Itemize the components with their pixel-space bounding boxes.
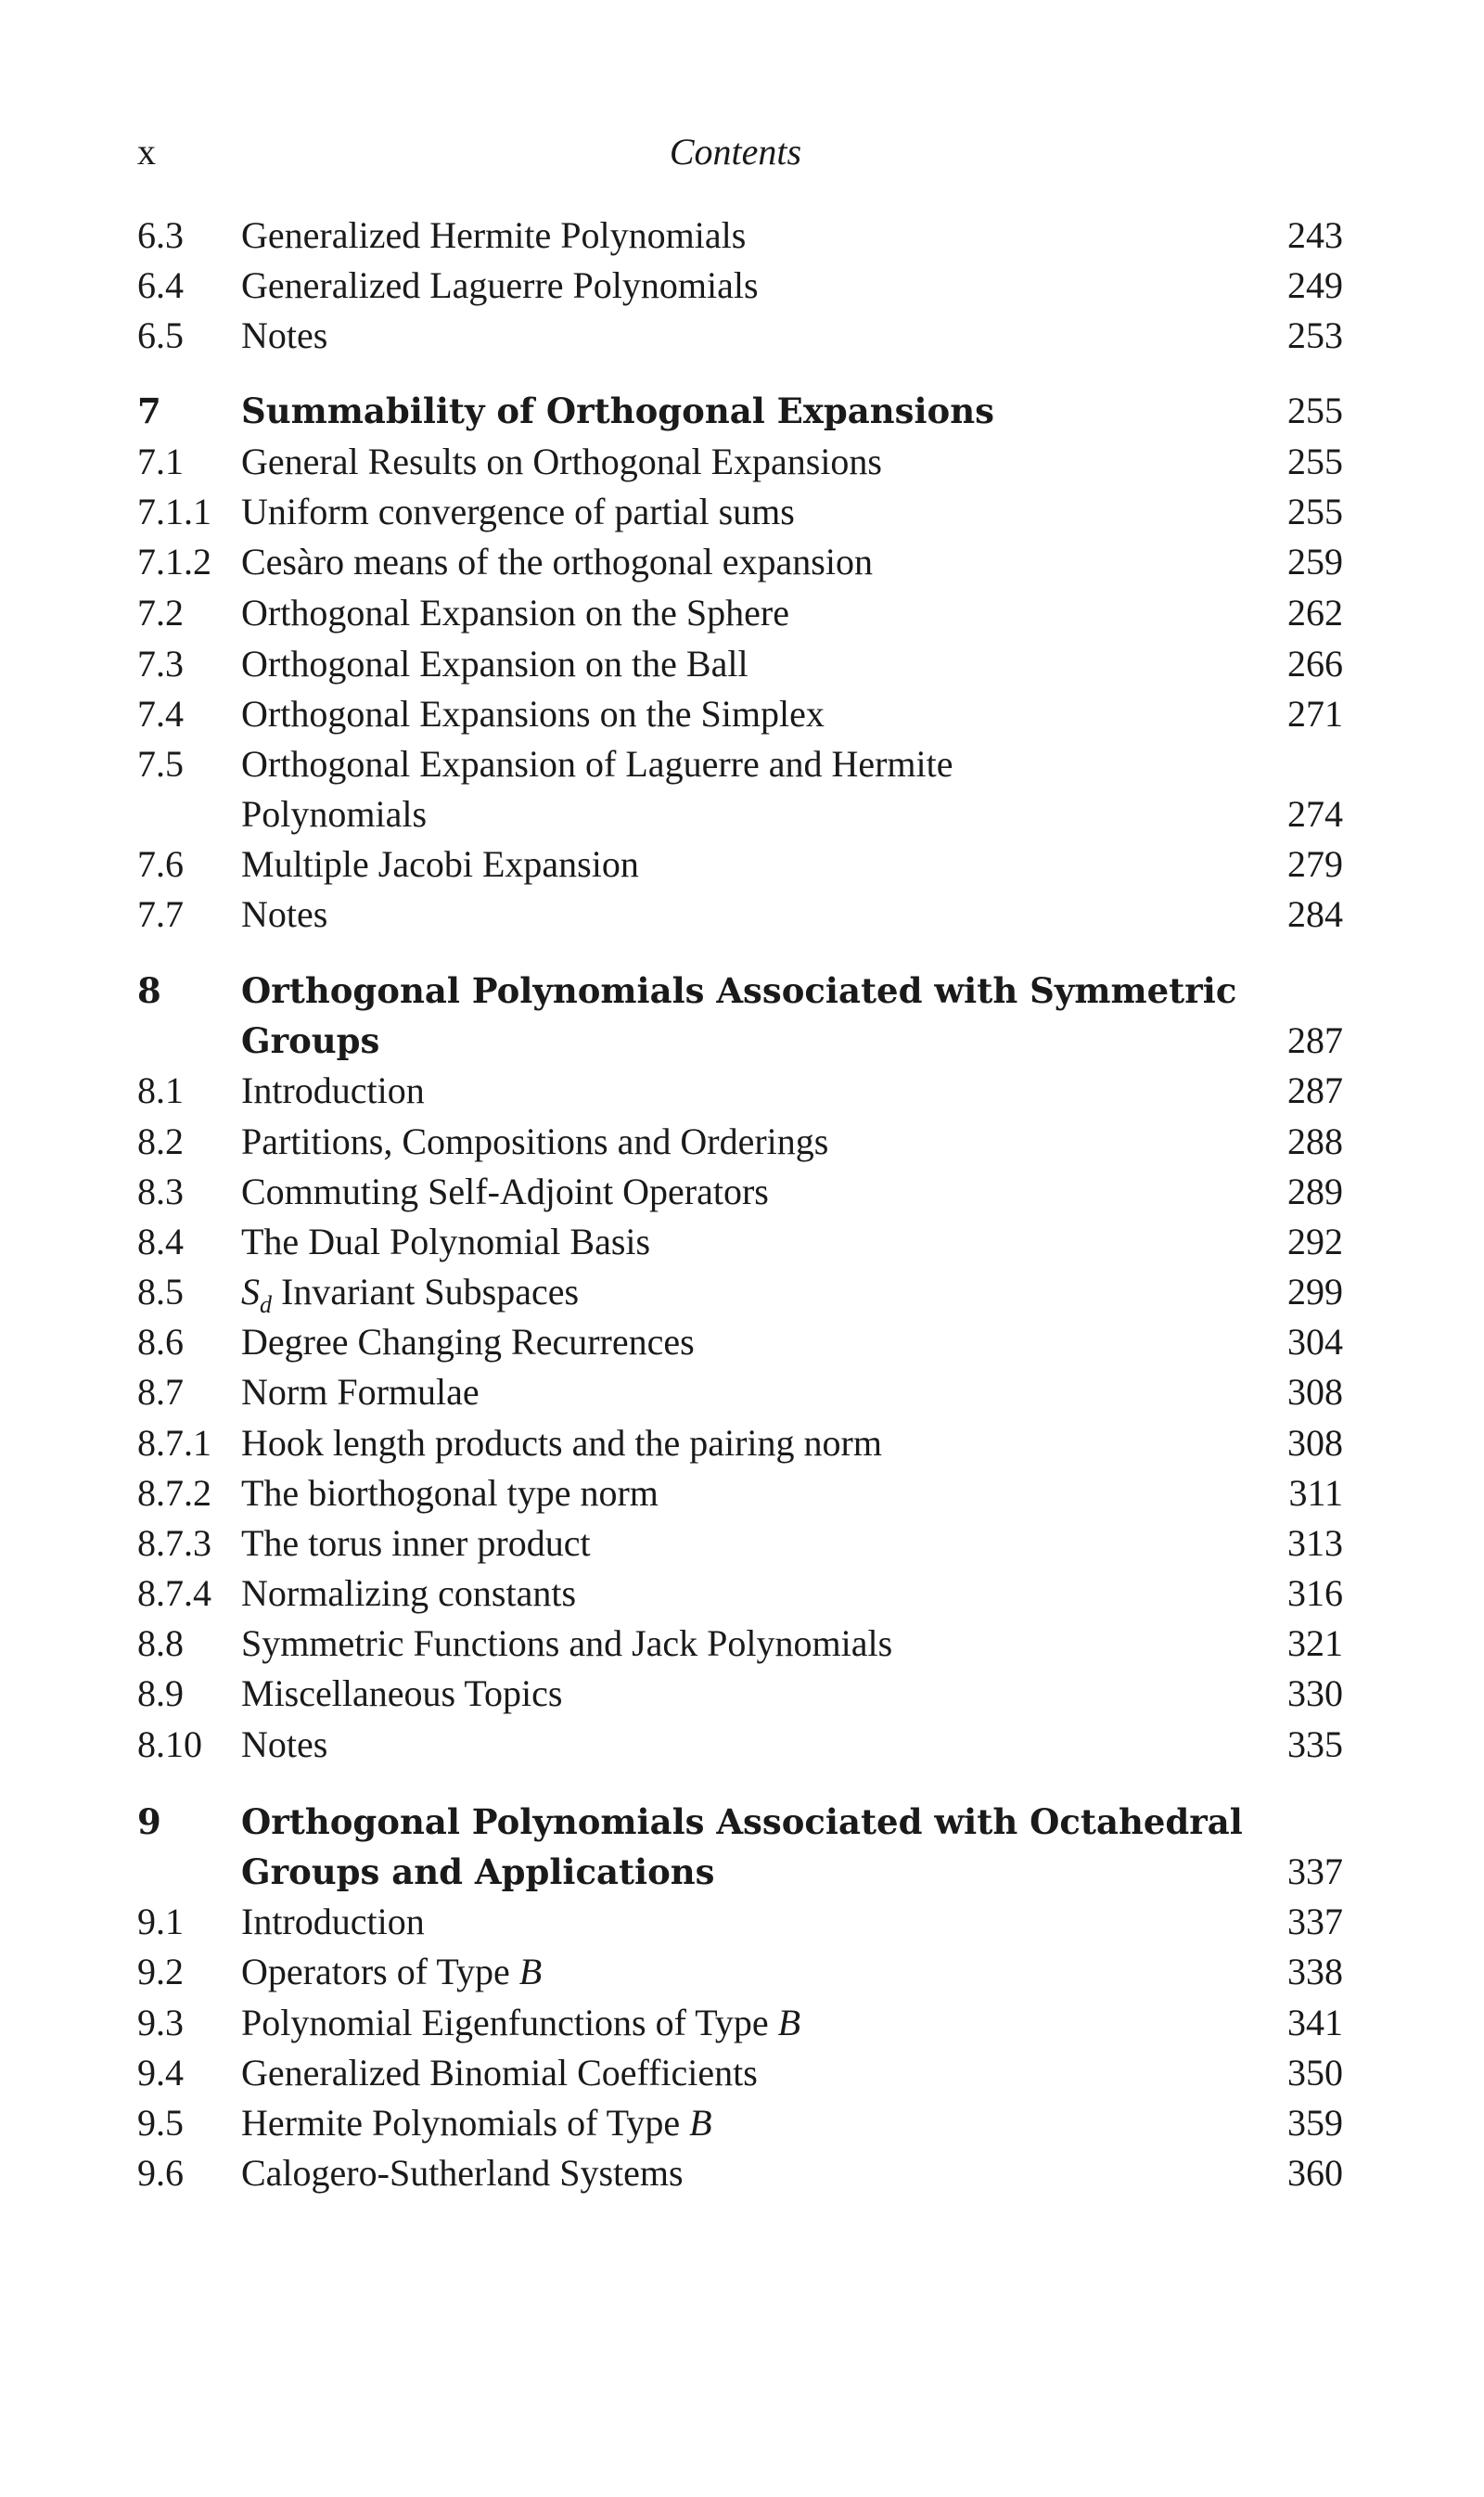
section-number: 9.1 [137, 1901, 184, 1942]
math-symbol: S [241, 1271, 260, 1313]
section-title-text: The Dual Polynomial Basis [241, 1221, 651, 1262]
toc-entry[interactable] [137, 1948, 1343, 1996]
section-title-text: The biorthogonal type norm [241, 1472, 659, 1514]
page-number: 289 [1287, 1171, 1343, 1212]
toc-entry[interactable] [137, 890, 1343, 939]
section-title-text: Generalized Binomial Coefficients [241, 2052, 758, 2094]
page-number: 271 [1287, 693, 1343, 735]
toc-entry[interactable] [137, 1419, 1343, 1467]
section-number: 8.1 [137, 1069, 184, 1111]
section-title-text: Calogero-Sutherland Systems [241, 2152, 684, 2194]
section-number: 7.1.1 [137, 491, 211, 532]
section-title [241, 1848, 715, 1896]
page-number: 288 [1287, 1120, 1343, 1162]
section-title-text: Orthogonal Expansions on the Simplex [241, 693, 825, 735]
section-title [241, 438, 882, 486]
section-title-text: Hermite Polynomials of Type [241, 2102, 681, 2144]
page-number: 279 [1287, 843, 1343, 885]
toc-entry[interactable] [137, 1798, 1343, 1846]
section-title-text: Hook length products and the pairing norm [241, 1422, 882, 1464]
toc-entry[interactable] [137, 1670, 1343, 1718]
page-number: 330 [1287, 1672, 1343, 1714]
section-title-text: Norm Formulae [241, 1371, 480, 1413]
section-title-text: Introduction [241, 1069, 425, 1111]
page-number: 316 [1287, 1572, 1343, 1614]
section-number: 8.10 [137, 1723, 202, 1765]
section-title [241, 1898, 425, 1946]
page-number: 249 [1287, 264, 1343, 306]
page-number: 337 [1287, 1901, 1343, 1942]
section-title-text: Partitions, Compositions and Orderings [241, 1120, 829, 1162]
toc-entry[interactable] [137, 640, 1343, 688]
section-title-text: Cesàro means of the orthogonal expansion [241, 541, 873, 583]
toc-entry[interactable] [137, 589, 1343, 637]
section-title [241, 262, 759, 310]
section-title-text: Generalized Laguerre Polynomials [241, 264, 759, 306]
section-title [241, 1017, 379, 1065]
section-title [241, 2049, 758, 2097]
section-title [241, 1318, 695, 1366]
math-symbol: B [518, 1951, 543, 1992]
section-title-text: Groups and Applications [241, 1851, 715, 1892]
section-title [241, 967, 1236, 1015]
toc-entry[interactable] [137, 1368, 1343, 1416]
page-number: 292 [1287, 1221, 1343, 1262]
section-number: 7.3 [137, 643, 184, 685]
section-number: 8.8 [137, 1622, 184, 1664]
section-title-text: Notes [241, 893, 328, 935]
toc-entry[interactable] [137, 1848, 1343, 1896]
page-number: 266 [1287, 643, 1343, 685]
section-title [241, 1218, 650, 1266]
section-number: 8 [137, 970, 161, 1011]
section-title-text: Orthogonal Polynomials Associated with Symmetric [241, 970, 1237, 1011]
toc-entry[interactable] [137, 790, 1343, 839]
toc-entry[interactable] [137, 1999, 1343, 2047]
page-number: 311 [1288, 1472, 1343, 1514]
section-title [241, 1721, 327, 1769]
page-number: 255 [1287, 491, 1343, 532]
page-number: 360 [1287, 2152, 1343, 2194]
section-number: 8.7 [137, 1371, 184, 1413]
section-title [241, 1168, 769, 1216]
section-title [241, 1067, 425, 1115]
page-number: 253 [1287, 314, 1343, 356]
page-number: 259 [1287, 541, 1343, 583]
section-title [241, 1948, 542, 1996]
section-number: 8.4 [137, 1221, 184, 1262]
section-title-text: Polynomial Eigenfunctions of Type [241, 2002, 769, 2043]
section-title [241, 690, 825, 738]
section-number: 9.4 [137, 2052, 184, 2094]
toc-entry[interactable] [137, 1168, 1343, 1216]
section-title-text: Polynomials [241, 793, 428, 835]
section-title [241, 1569, 576, 1618]
section-number: 7.5 [137, 743, 184, 785]
section-title-text: Multiple Jacobi Expansion [241, 843, 639, 885]
page-number: 255 [1287, 390, 1343, 431]
toc-entry[interactable] [137, 1620, 1343, 1668]
section-number: 8.7.4 [137, 1572, 211, 1614]
section-title-text: Groups [241, 1020, 380, 1061]
page-number: 308 [1287, 1422, 1343, 1464]
page-number: 313 [1287, 1522, 1343, 1564]
running-header [137, 130, 1334, 176]
section-number: 9.3 [137, 2002, 184, 2043]
section-title [241, 1118, 828, 1166]
section-title [241, 312, 327, 360]
toc-entry[interactable] [137, 840, 1343, 889]
section-number: 7 [137, 391, 161, 431]
toc-entry[interactable] [137, 312, 1343, 360]
section-number: 6.3 [137, 214, 184, 256]
section-title [241, 538, 873, 586]
section-title-text: Generalized Hermite Polynomials [241, 214, 747, 256]
section-title [241, 1670, 562, 1718]
section-title [241, 640, 748, 688]
toc-entry[interactable] [137, 1067, 1343, 1115]
section-title-text: The torus inner product [241, 1522, 591, 1564]
section-title-text: Orthogonal Polynomials Associated with Octahedral [241, 1801, 1243, 1842]
toc-entry[interactable] [137, 740, 1343, 788]
page-number: 338 [1287, 1951, 1343, 1992]
section-title-text: Normalizing constants [241, 1572, 577, 1614]
section-title-text: General Results on Orthogonal Expansions [241, 441, 882, 482]
page-number: 337 [1287, 1850, 1343, 1892]
toc-entry[interactable] [137, 488, 1343, 536]
toc-entry[interactable] [137, 1268, 1343, 1316]
toc-entry[interactable] [137, 690, 1343, 738]
math-symbol: B [689, 2102, 712, 2144]
section-number: 6.5 [137, 314, 184, 356]
section-number: 8.6 [137, 1321, 184, 1363]
section-title [241, 890, 327, 939]
running-title: Contents [669, 131, 802, 173]
section-title-text: Orthogonal Expansion of Laguerre and Hermite [241, 743, 953, 785]
toc-entry[interactable] [137, 1898, 1343, 1946]
section-title [241, 211, 746, 260]
section-title-text: Operators of Type [241, 1951, 510, 1992]
section-number: 8.7.3 [137, 1522, 211, 1564]
toc-entry[interactable] [137, 1519, 1343, 1568]
toc-entry[interactable] [137, 211, 1343, 260]
section-title [241, 1620, 892, 1668]
toc-entry[interactable] [137, 538, 1343, 586]
section-number: 8.7.1 [137, 1422, 211, 1464]
section-title [241, 1519, 591, 1568]
section-number: 8.7.2 [137, 1472, 211, 1514]
section-title [241, 790, 427, 839]
section-number: 8.3 [137, 1171, 184, 1212]
toc-entry[interactable] [137, 1218, 1343, 1266]
section-title-text: Orthogonal Expansion on the Sphere [241, 592, 789, 634]
section-title [241, 740, 953, 788]
section-title [241, 1798, 1243, 1846]
page-number: 350 [1287, 2052, 1343, 2094]
toc-entry[interactable] [137, 1569, 1343, 1618]
page-number: 287 [1287, 1019, 1343, 1061]
section-title-text: Uniform convergence of partial sums [241, 491, 795, 532]
toc-entry[interactable] [137, 1469, 1343, 1517]
section-title-text: Notes [241, 1723, 328, 1765]
page-number: 304 [1287, 1321, 1343, 1363]
toc-entry[interactable] [137, 2099, 1343, 2147]
toc-entry[interactable] [137, 2049, 1343, 2097]
toc-entry[interactable] [137, 262, 1343, 310]
section-number: 7.7 [137, 893, 184, 935]
section-number: 8.2 [137, 1120, 184, 1162]
section-title [241, 2149, 684, 2197]
page-number: 359 [1287, 2102, 1343, 2144]
section-title [241, 488, 795, 536]
page-number: 262 [1287, 592, 1343, 634]
toc-entry[interactable] [137, 1118, 1343, 1166]
section-title [241, 1419, 882, 1467]
section-title [241, 2099, 712, 2147]
page-number: 243 [1287, 214, 1343, 256]
section-number: 7.1 [137, 441, 184, 482]
section-title [241, 1368, 480, 1416]
section-number: 7.6 [137, 843, 184, 885]
section-title [241, 1469, 659, 1517]
section-title-text: Commuting Self-Adjoint Operators [241, 1171, 769, 1212]
section-title [241, 840, 639, 889]
page-number: 284 [1287, 893, 1343, 935]
page-number: 299 [1287, 1271, 1343, 1313]
toc-entry[interactable] [137, 967, 1343, 1015]
page-number: 255 [1287, 441, 1343, 482]
toc-entry[interactable] [137, 2149, 1343, 2197]
toc-entry[interactable] [137, 1721, 1343, 1769]
section-title-text: Miscellaneous Topics [241, 1672, 563, 1714]
section-title [241, 589, 789, 637]
page-number: 341 [1287, 2002, 1343, 2043]
section-number: 9.5 [137, 2102, 184, 2144]
toc-entry[interactable] [137, 387, 1343, 435]
section-title-text: Symmetric Functions and Jack Polynomials [241, 1622, 893, 1664]
toc-entry[interactable] [137, 1017, 1343, 1065]
section-title [241, 1999, 800, 2047]
section-number: 6.4 [137, 264, 184, 306]
section-title-text: Introduction [241, 1901, 425, 1942]
page-numeral: x [137, 131, 156, 173]
section-title [241, 387, 994, 435]
section-title-text: Invariant Subspaces [281, 1271, 580, 1313]
section-title-text: Summability of Orthogonal Expansions [241, 391, 994, 431]
section-number: 9 [137, 1801, 161, 1842]
section-number: 7.4 [137, 693, 184, 735]
page-number: 335 [1287, 1723, 1343, 1765]
section-number: 7.2 [137, 592, 184, 634]
section-number: 9.2 [137, 1951, 184, 1992]
toc-entry[interactable] [137, 438, 1343, 486]
page-number: 321 [1287, 1622, 1343, 1664]
section-number: 7.1.2 [137, 541, 211, 583]
page-number: 274 [1287, 793, 1343, 835]
toc-entry[interactable] [137, 1318, 1343, 1366]
math-symbol: B [777, 2002, 801, 2043]
page-number: 287 [1287, 1069, 1343, 1111]
section-title-text: Orthogonal Expansion on the Ball [241, 643, 748, 685]
math-subscript: d [260, 1291, 272, 1318]
page-number: 308 [1287, 1371, 1343, 1413]
section-number: 8.5 [137, 1271, 184, 1313]
section-number: 8.9 [137, 1672, 184, 1714]
section-number: 9.6 [137, 2152, 184, 2194]
section-title-text: Notes [241, 314, 328, 356]
section-title-text: Degree Changing Recurrences [241, 1321, 695, 1363]
